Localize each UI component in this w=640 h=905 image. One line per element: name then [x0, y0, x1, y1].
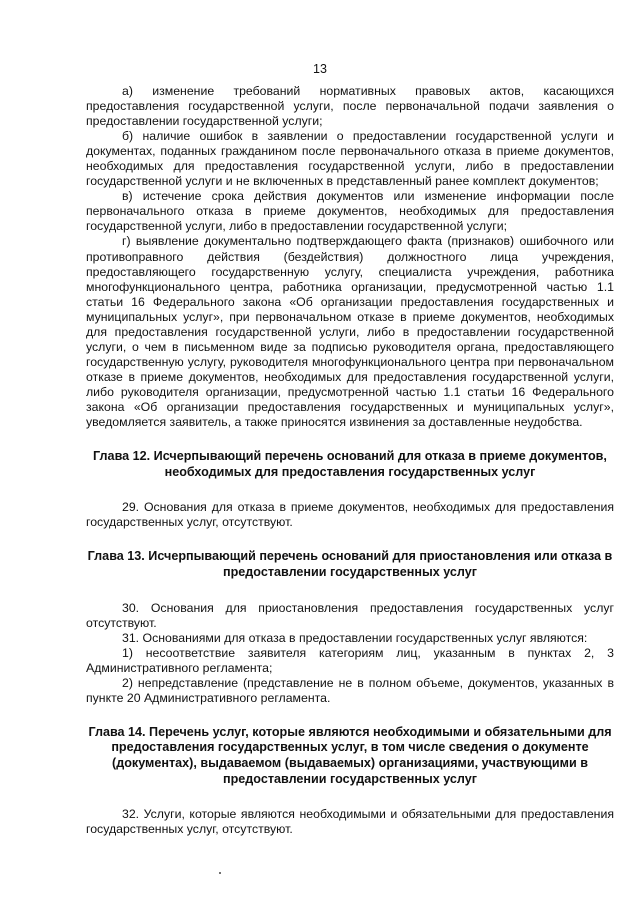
paragraph-29: 29. Основания для отказа в приеме документов, необходимых для предоставления государственных услуг, отсутствуют.: [86, 500, 614, 530]
paragraph-31-item-2: 2) непредставление (представление не в полном объеме, документов, указанных в пункте 20 Административного регламента.: [86, 675, 614, 705]
scan-speck: [219, 872, 221, 874]
page-content: [86, 84, 614, 837]
chapter-14-heading: Глава 14. Перечень услуг, которые являются необходимыми и обязательными для предоставления государственных услуг, в том числе сведения о документе (документах), выдаваемом (выдаваемых) организациями, участвующими в предоставлении государственных услуг: [88, 724, 612, 786]
paragraph-30: 30. Основания для приостановления предоставления государственных услуг отсутствуют.: [86, 600, 614, 630]
paragraph-32: 32. Услуги, которые являются необходимыми и обязательными для предоставления государственных услуг, отсутствуют.: [86, 807, 614, 837]
paragraph-31: 31. Основаниями для отказа в предоставлении государственных услуг являются:: [122, 630, 588, 645]
paragraph-b: б) наличие ошибок в заявлении о предоставлении государственной услуги и документах, поданных гражданином после первоначального отказа в приеме документов, необходимых для предоставления государственной услуги, либо в предоставлении государственной услуги и не включенных в представленный ранее комплект документов;: [86, 129, 614, 189]
paragraph-31-item-1: 1) несоответствие заявителя категориям лиц, указанным в пунктах 2, 3 Административного регламента;: [86, 645, 614, 675]
chapter-12-heading: Глава 12. Исчерпывающий перечень оснований для отказа в приеме документов, необходимых для предоставления государственных услуг: [93, 449, 607, 479]
paragraph-v: в) истечение срока действия документов или изменение информации после первоначального отказа в приеме документов, необходимых для предоставления государственной услуги, либо в предоставлении государственной услуги;: [86, 189, 614, 234]
chapter-13-heading: Глава 13. Исчерпывающий перечень оснований для приостановления или отказа в предоставлении государственных услуг: [87, 549, 613, 579]
paragraph-g: г) выявление документально подтверждающего факта (признаков) ошибочного или противоправного действия (бездействия) должностного лица учреждения, предоставляющего государственную услугу, специалиста учреждения, работника многофункционального центра, работника организации, предусмотренной частью 1.1 статьи 16 Федерального закона «Об организации предоставления государственных и муниципальных услуг», при первоначальном отказе в приеме документов, необходимых для предоставления государственной услуги, либо в предоставлении государственной услуги, о чем в письменном виде за подписью руководителя органа, предоставляющего государственную услугу, руководителя многофункционального центра при первоначальном отказе в приеме документов, необходимых для предоставления государственной услуги, либо руководителя организации, предусмотренной частью 1.1 статьи 16 Федерального закона «Об организации предоставления государственных и муниципальных услуг», уведомляется заявитель, а также приносятся извинения за доставленные неудобства.: [86, 234, 614, 430]
page-number: 13: [313, 62, 327, 76]
paragraph-a: а) изменение требований нормативных правовых актов, касающихся предоставления государственной услуги, после первоначальной подачи заявления о предоставлении государственной услуги;: [86, 84, 614, 129]
